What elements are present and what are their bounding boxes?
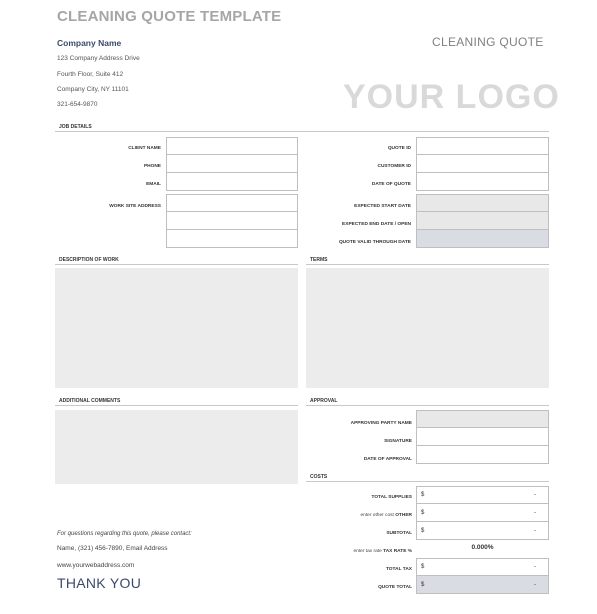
- description-of-work-area[interactable]: [55, 268, 298, 388]
- other-cost-label: OTHER: [395, 513, 412, 518]
- other-cost-field[interactable]: [416, 504, 549, 522]
- thank-you: THANK YOU: [57, 575, 142, 591]
- description-divider: [55, 264, 298, 265]
- work-site-address-field-2[interactable]: [166, 212, 298, 230]
- contact-intro: For questions regarding this quote, please contact:: [57, 531, 192, 537]
- costs-heading: COSTS: [310, 474, 328, 480]
- approving-party-label: APPROVING PARTY NAME: [350, 421, 412, 426]
- date-of-quote-label: DATE OF QUOTE: [371, 182, 411, 187]
- job-details-divider: [55, 131, 549, 132]
- expected-end-field[interactable]: [416, 212, 549, 230]
- contact-line: Name, (321) 456-7890, Email Address: [57, 545, 168, 552]
- phone-field[interactable]: [166, 155, 298, 173]
- signature-field[interactable]: [416, 428, 549, 446]
- amount-value: -: [534, 564, 536, 570]
- additional-comments-heading: ADDITIONAL COMMENTS: [59, 398, 121, 404]
- job-details-heading: JOB DETAILS: [59, 124, 92, 130]
- date-of-approval-label: DATE OF APPROVAL: [363, 457, 412, 462]
- email-field[interactable]: [166, 173, 298, 191]
- quote-label: CLEANING QUOTE: [432, 35, 544, 49]
- currency-symbol: $: [421, 564, 425, 570]
- subtotal-field[interactable]: [416, 522, 549, 540]
- description-heading: DESCRIPTION OF WORK: [59, 257, 119, 263]
- amount-value: -: [534, 492, 536, 498]
- additional-comments-area[interactable]: [55, 410, 298, 484]
- company-address-line-3: Company City, NY 11101: [57, 86, 129, 93]
- tax-rate-hint: enter tax rate: [353, 549, 382, 554]
- company-address-line-1: 123 Company Address Drive: [57, 55, 140, 62]
- terms-area[interactable]: [306, 268, 549, 388]
- date-of-quote-field[interactable]: [416, 173, 549, 191]
- expected-end-label: EXPECTED END DATE / OPEN: [342, 222, 411, 227]
- comments-divider: [55, 405, 298, 406]
- currency-symbol: $: [421, 509, 425, 516]
- phone-label: PHONE: [143, 164, 161, 169]
- costs-divider: [306, 481, 549, 482]
- client-name-label: CLIENT NAME: [128, 146, 161, 151]
- terms-heading: TERMS: [310, 257, 328, 263]
- quote-id-label: QUOTE ID: [387, 146, 411, 151]
- currency-symbol: $: [421, 492, 425, 498]
- customer-id-label: CUSTOMER ID: [377, 164, 411, 169]
- email-label: EMAIL: [146, 182, 161, 187]
- quote-total-field[interactable]: [416, 576, 549, 594]
- amount-value: -: [534, 581, 536, 588]
- work-site-address-field-3[interactable]: [166, 230, 298, 248]
- logo-placeholder: YOUR LOGO: [343, 78, 560, 116]
- expected-start-label: EXPECTED START DATE: [354, 204, 411, 209]
- subtotal-label: SUBTOTAL: [386, 531, 412, 536]
- other-cost-hint: enter other cost: [360, 513, 394, 518]
- company-name: Company Name: [57, 38, 122, 48]
- work-site-address-field-1[interactable]: [166, 194, 298, 212]
- quote-id-field[interactable]: [416, 137, 549, 155]
- terms-divider: [306, 264, 549, 265]
- page-title: CLEANING QUOTE TEMPLATE: [57, 8, 282, 25]
- total-tax-field[interactable]: [416, 558, 549, 576]
- valid-through-label: QUOTE VALID THROUGH DATE: [338, 240, 411, 245]
- other-cost-label-group: [306, 513, 412, 518]
- expected-start-field[interactable]: [416, 194, 549, 212]
- total-supplies-label: TOTAL SUPPLIES: [371, 495, 412, 500]
- signature-label: SIGNATURE: [384, 439, 412, 444]
- total-tax-label: TOTAL TAX: [385, 567, 412, 572]
- company-address-line-2: Fourth Floor, Suite 412: [57, 71, 124, 78]
- currency-symbol: $: [421, 581, 425, 588]
- approval-heading: APPROVAL: [310, 398, 338, 404]
- tax-rate-label: TAX RATE %: [383, 549, 412, 554]
- amount-value: -: [534, 527, 536, 534]
- quote-total-label: QUOTE TOTAL: [378, 585, 412, 590]
- total-supplies-field[interactable]: [416, 486, 549, 504]
- company-phone: 321-654-9870: [57, 101, 98, 108]
- date-of-approval-field[interactable]: [416, 446, 549, 464]
- tax-rate-label-group: [306, 549, 412, 554]
- approval-divider: [306, 405, 549, 406]
- valid-through-field[interactable]: [416, 230, 549, 248]
- web-address[interactable]: www.yourwebaddress.com: [57, 562, 135, 569]
- work-site-address-label: WORK SITE ADDRESS: [109, 204, 161, 209]
- tax-rate-field[interactable]: 0.000%: [471, 544, 494, 551]
- amount-value: -: [534, 509, 536, 516]
- approving-party-field[interactable]: [416, 410, 549, 428]
- currency-symbol: $: [421, 527, 425, 534]
- customer-id-field[interactable]: [416, 155, 549, 173]
- client-name-field[interactable]: [166, 137, 298, 155]
